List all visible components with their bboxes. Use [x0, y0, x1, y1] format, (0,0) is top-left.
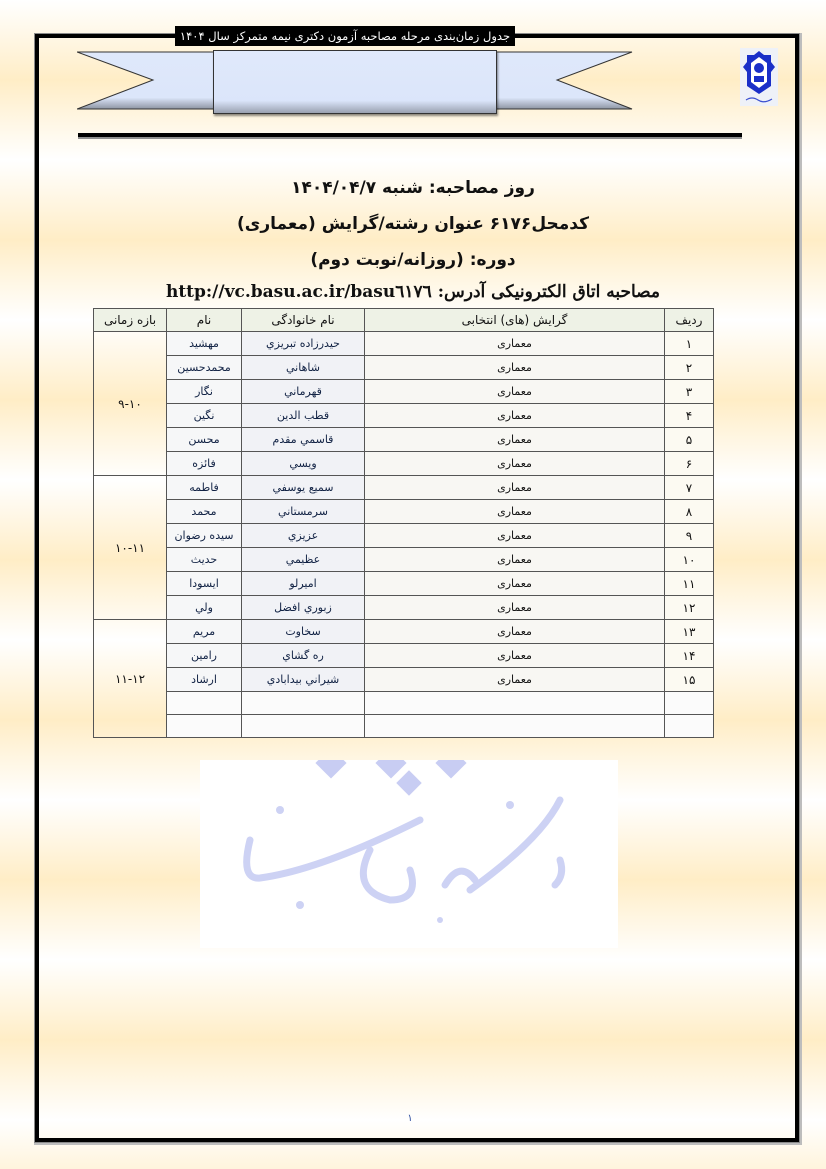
- first-name-cell: ولي: [167, 596, 242, 620]
- last-name-cell: قهرماني: [242, 380, 365, 404]
- last-name-cell: عظيمي: [242, 548, 365, 572]
- last-name-cell: [242, 715, 365, 738]
- table-row: [94, 332, 714, 356]
- first-name-cell: محمد: [167, 500, 242, 524]
- table-row: [94, 452, 714, 476]
- row-number-cell: ۲: [665, 356, 714, 380]
- header-first-name: نام: [167, 309, 242, 332]
- first-name-cell: ايسودا: [167, 572, 242, 596]
- last-name-cell: ويسي: [242, 452, 365, 476]
- table-row: [94, 404, 714, 428]
- first-name-cell: فائزه: [167, 452, 242, 476]
- row-number-cell: ۷: [665, 476, 714, 500]
- row-number-cell: ۵: [665, 428, 714, 452]
- course-type: دوره: (روزانه/نوبت دوم): [310, 250, 516, 270]
- room-address: [100, 282, 726, 302]
- table-row: [94, 380, 714, 404]
- last-name-cell: سميع يوسفي: [242, 476, 365, 500]
- row-number-cell: ۱۲: [665, 596, 714, 620]
- banner-title: جدول زمان‌بندی مرحله مصاحبه آزمون دکتری نیمه متمرکز سال ۱۴۰۴: [175, 26, 515, 46]
- room-url-link[interactable]: http://vc.basu.ac.ir/basu٦١٧٦: [165, 282, 432, 302]
- major-cell: معماری: [365, 524, 665, 548]
- table-row: [94, 596, 714, 620]
- table-row: [94, 644, 714, 668]
- table-row: [94, 668, 714, 692]
- row-number-cell: ۳: [665, 380, 714, 404]
- first-name-cell: نگار: [167, 380, 242, 404]
- first-name-cell: سيده رضوان: [167, 524, 242, 548]
- page-number: ۱: [407, 1113, 413, 1124]
- last-name-cell: قاسمي مقدم: [242, 428, 365, 452]
- last-name-cell: قطب الدين: [242, 404, 365, 428]
- row-number-cell: ۱۴: [665, 644, 714, 668]
- table-row: [94, 524, 714, 548]
- empty-table-row: [94, 692, 714, 715]
- empty-table-row: [94, 715, 714, 738]
- row-number-cell: [665, 692, 714, 715]
- first-name-cell: [167, 692, 242, 715]
- header-last-name: نام خانوادگی: [242, 309, 365, 332]
- schedule-table: [93, 308, 714, 738]
- last-name-cell: شيراني بيدابادي: [242, 668, 365, 692]
- interview-date: روز مصاحبه: شنبه ۱۴۰۴/۰۴/۷: [291, 178, 535, 198]
- last-name-cell: عزيزي: [242, 524, 365, 548]
- header-banner: [77, 47, 633, 119]
- field-code-title: کدمحل۶۱۷۶ عنوان رشته/گرایش (معماری): [237, 214, 589, 234]
- first-name-cell: فاطمه: [167, 476, 242, 500]
- major-cell: معماری: [365, 572, 665, 596]
- row-number-cell: ۶: [665, 452, 714, 476]
- major-cell: معماری: [365, 356, 665, 380]
- header-divider: [78, 133, 742, 137]
- last-name-cell: اميرلو: [242, 572, 365, 596]
- banner-box: [213, 50, 497, 114]
- row-number-cell: ۹: [665, 524, 714, 548]
- major-cell: معماری: [365, 380, 665, 404]
- last-name-cell: ره گشاي: [242, 644, 365, 668]
- last-name-cell: حيدرزاده تبريزي: [242, 332, 365, 356]
- major-cell: معماری: [365, 404, 665, 428]
- major-cell: [365, 692, 665, 715]
- time-slot-cell: ۱۱-۱۲: [94, 620, 167, 738]
- row-number-cell: ۴: [665, 404, 714, 428]
- first-name-cell: نگين: [167, 404, 242, 428]
- first-name-cell: حديث: [167, 548, 242, 572]
- table-header-row: [94, 309, 714, 332]
- row-number-cell: ۱۰: [665, 548, 714, 572]
- time-slot-cell: ۱۰-۱۱: [94, 476, 167, 620]
- row-number-cell: ۱: [665, 332, 714, 356]
- table-row: [94, 620, 714, 644]
- major-cell: معماری: [365, 500, 665, 524]
- major-cell: معماری: [365, 668, 665, 692]
- major-cell: معماری: [365, 548, 665, 572]
- first-name-cell: [167, 715, 242, 738]
- first-name-cell: ارشاد: [167, 668, 242, 692]
- row-number-cell: ۱۵: [665, 668, 714, 692]
- last-name-cell: شاهاني: [242, 356, 365, 380]
- last-name-cell: سرمستاني: [242, 500, 365, 524]
- major-cell: معماری: [365, 452, 665, 476]
- first-name-cell: رامين: [167, 644, 242, 668]
- table-row: [94, 500, 714, 524]
- last-name-cell: سخاوت: [242, 620, 365, 644]
- time-slot-cell: ۹-۱۰: [94, 332, 167, 476]
- table-row: [94, 428, 714, 452]
- major-cell: معماری: [365, 476, 665, 500]
- row-number-cell: ۸: [665, 500, 714, 524]
- first-name-cell: مهشيد: [167, 332, 242, 356]
- first-name-cell: محسن: [167, 428, 242, 452]
- first-name-cell: مريم: [167, 620, 242, 644]
- row-number-cell: ۱۱: [665, 572, 714, 596]
- header-major: گرایش (های) انتخابی: [365, 309, 665, 332]
- table-row: [94, 476, 714, 500]
- major-cell: [365, 715, 665, 738]
- major-cell: معماری: [365, 428, 665, 452]
- table-row: [94, 572, 714, 596]
- row-number-cell: [665, 715, 714, 738]
- row-number-cell: ۱۳: [665, 620, 714, 644]
- last-name-cell: زبوري افضل: [242, 596, 365, 620]
- major-cell: معماری: [365, 596, 665, 620]
- table-row: [94, 548, 714, 572]
- last-name-cell: [242, 692, 365, 715]
- room-address-label: مصاحبه اتاق الکترونیکی آدرس:: [437, 282, 661, 302]
- major-cell: معماری: [365, 644, 665, 668]
- major-cell: معماری: [365, 620, 665, 644]
- header-time-slot: بازه زمانی: [94, 309, 167, 332]
- header-row-number: ردیف: [665, 309, 714, 332]
- university-logo-icon: [740, 48, 778, 106]
- university-watermark: [200, 760, 618, 948]
- major-cell: معماری: [365, 332, 665, 356]
- first-name-cell: محمدحسين: [167, 356, 242, 380]
- table-row: [94, 356, 714, 380]
